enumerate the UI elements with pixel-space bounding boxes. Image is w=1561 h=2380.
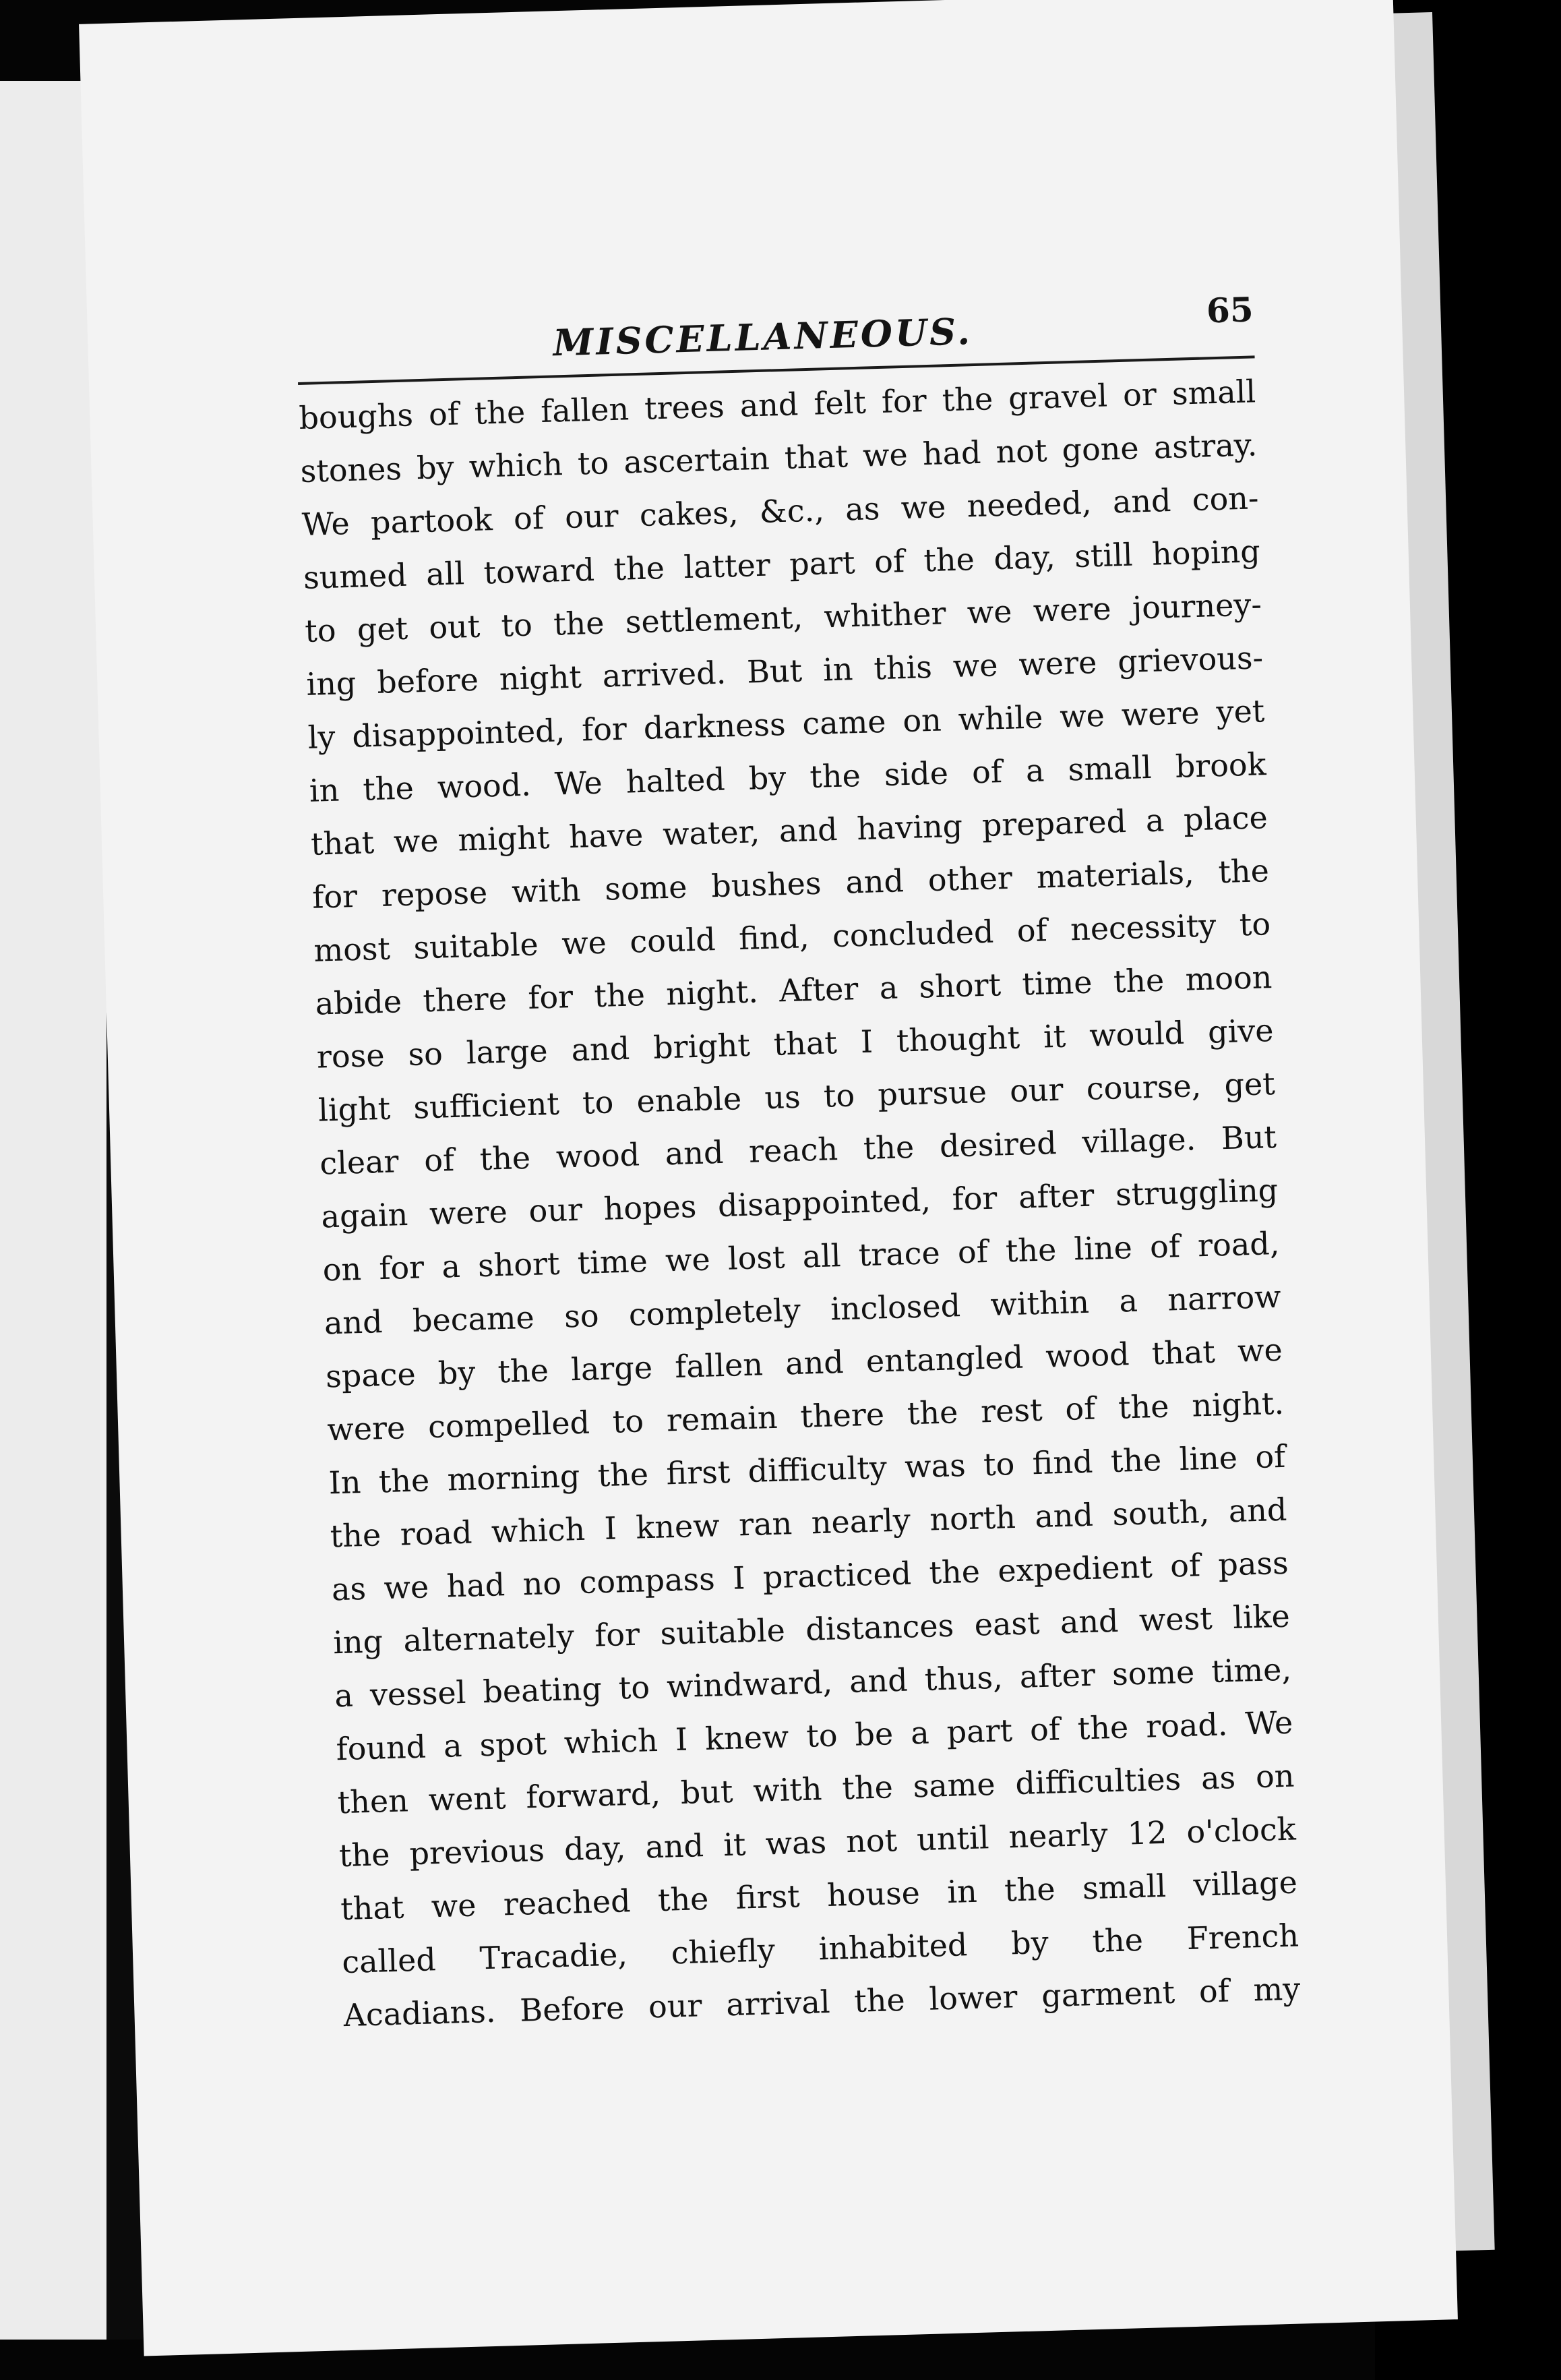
- text-line: ly disappointed, for darkness came on while we were yet: [307, 692, 1265, 756]
- text-line: the road which I knew ran nearly north and south, and: [330, 1491, 1288, 1555]
- text-line: ing alternately for suitable distances east and west like: [332, 1597, 1291, 1661]
- text-line: We partook of our cakes, &c., as we needed, and con-: [301, 479, 1260, 543]
- text-line: boughs of the fallen trees and felt for the gravel or small: [298, 373, 1256, 437]
- text-line: rose so large and bright that I thought it would give: [316, 1012, 1275, 1075]
- text-line: that we might have water, and having prepared a place: [310, 799, 1268, 862]
- text-line: called Tracadie, chiefly inhabited by the French: [341, 1917, 1299, 1981]
- running-head: MISCELLANEOUS.: [552, 309, 973, 365]
- text-line: were compelled to remain there the rest of the night.: [326, 1384, 1285, 1448]
- text-line: clear of the wood and reach the desired village. But: [319, 1118, 1277, 1182]
- text-line: to get out to the settlement, whither we were journey-: [304, 586, 1262, 649]
- text-line: Acadians. Before our arrival the lower garment of my: [342, 1970, 1301, 2034]
- page-content: [296, 274, 1302, 2042]
- text-line: then went forward, but with the same difficulties as on: [337, 1757, 1295, 1821]
- text-line: in the wood. We halted by the side of a small brook: [309, 746, 1267, 809]
- text-line: sumed all toward the latter part of the day, still hoping: [303, 533, 1261, 596]
- text-line: stones by which to ascertain that we had not gone astray.: [299, 426, 1258, 489]
- text-line: In the morning the first difficulty was to find the line of: [328, 1437, 1286, 1501]
- page-header: [296, 274, 1255, 382]
- text-line: the previous day, and it was not until nearly 12 o'clock: [338, 1810, 1297, 1874]
- body-text: [298, 365, 1301, 2042]
- text-line: that we reached the first house in the small village: [340, 1864, 1298, 1928]
- text-line: and became so completely inclosed within a narrow: [324, 1278, 1282, 1342]
- page-number: 65: [1206, 289, 1254, 331]
- text-line: light sufficient to enable us to pursue our course, get: [317, 1065, 1276, 1129]
- text-line: found a spot which I knew to be a part of the road. We: [335, 1704, 1293, 1768]
- page: [79, 0, 1458, 2356]
- text-line: for repose with some bushes and other materials, the: [311, 852, 1270, 916]
- text-line: space by the large fallen and entangled wood that we: [325, 1331, 1283, 1395]
- text-line: on for a short time we lost all trace of the line of road,: [322, 1224, 1281, 1288]
- text-line: ing before night arrived. But in this we were grievous-: [305, 639, 1264, 703]
- text-line: again were our hopes disappointed, for after struggling: [320, 1171, 1279, 1235]
- text-line: as we had no compass I practiced the expedient of pass: [331, 1544, 1289, 1608]
- text-line: a vessel beating to windward, and thus, after some time,: [334, 1650, 1292, 1715]
- text-line: most suitable we could find, concluded of necessity to: [313, 905, 1271, 969]
- text-line: abide there for the night. After a short time the moon: [315, 959, 1273, 1022]
